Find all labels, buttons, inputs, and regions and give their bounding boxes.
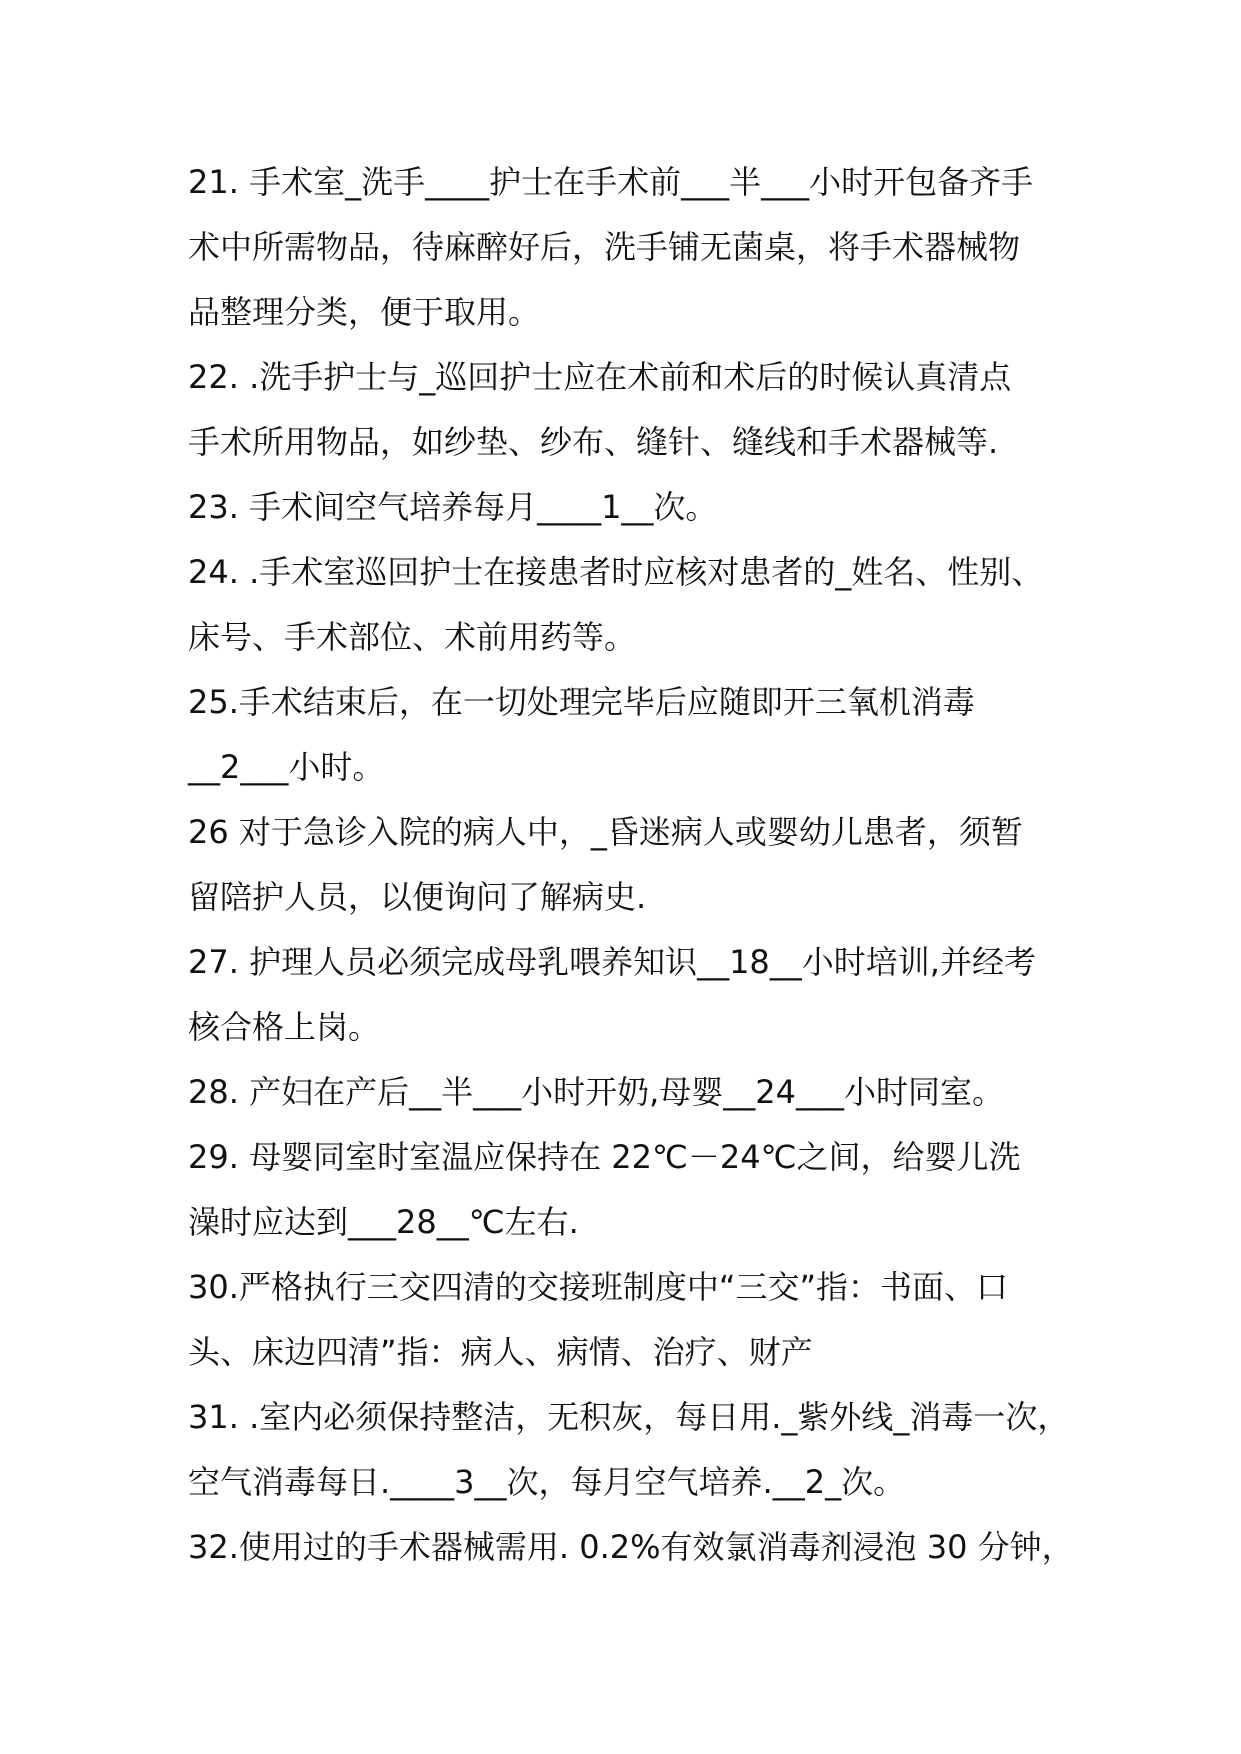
- text-line: 22. .洗手护士与_巡回护士应在术前和术后的时候认真清点: [188, 358, 1012, 396]
- text-line: 术中所需物品，待麻醉好后，洗手铺无菌桌，将手术器械物: [188, 228, 1021, 266]
- text-line: 23. 手术间空气培养每月____1__次。: [188, 488, 718, 526]
- text-line: 28. 产妇在产后__半___小时开奶,母婴__24___小时同室。: [188, 1073, 1004, 1111]
- text-line: __2___小时。: [188, 748, 385, 786]
- text-line: 品整理分类，便于取用。: [188, 293, 541, 331]
- text-line: 29. 母婴同室时室温应保持在 22℃－24℃之间，给婴儿洗: [188, 1138, 1021, 1176]
- text-line: 21. 手术室_洗手____护士在手术前___半___小时开包备齐手: [188, 163, 1034, 201]
- text-line: 24. .手术室巡回护士在接患者时应核对患者的_姓名、性别、: [188, 553, 1044, 591]
- text-line: 头、床边四清”指：病人、病情、治疗、财产: [188, 1333, 813, 1371]
- text-line: 26 对于急诊入院的病人中，_昏迷病人或婴幼儿患者，须暂: [188, 813, 1023, 851]
- text-line: 核合格上岗。: [188, 1008, 381, 1046]
- text-line: 空气消毒每日.____3__次，每月空气培养.__2_次。: [188, 1463, 906, 1501]
- text-line: 30.严格执行三交四清的交接班制度中“三交”指：书面、口: [188, 1268, 1009, 1306]
- text-line: 留陪护人员，以便询问了解病史.: [188, 878, 647, 916]
- text-line: 澡时应达到___28__℃左右.: [188, 1203, 579, 1241]
- text-line: 手术所用物品，如纱垫、纱布、缝针、缝线和手术器械等.: [188, 423, 999, 461]
- text-line: 床号、手术部位、术前用药等。: [188, 618, 637, 656]
- document-body: [188, 150, 1088, 1580]
- text-line: 32.使用过的手术器械需用. 0.2%有效氯消毒剂浸泡 30 分钟，: [188, 1528, 1074, 1566]
- text-line: 27. 护理人员必须完成母乳喂养知识__18__小时培训,并经考: [188, 943, 1036, 981]
- text-line: 25.手术结束后，在一切处理完毕后应随即开三氧机消毒: [188, 683, 975, 721]
- text-line: 31. .室内必须保持整洁，无积灰，每日用._紫外线_消毒一次，: [188, 1398, 1070, 1436]
